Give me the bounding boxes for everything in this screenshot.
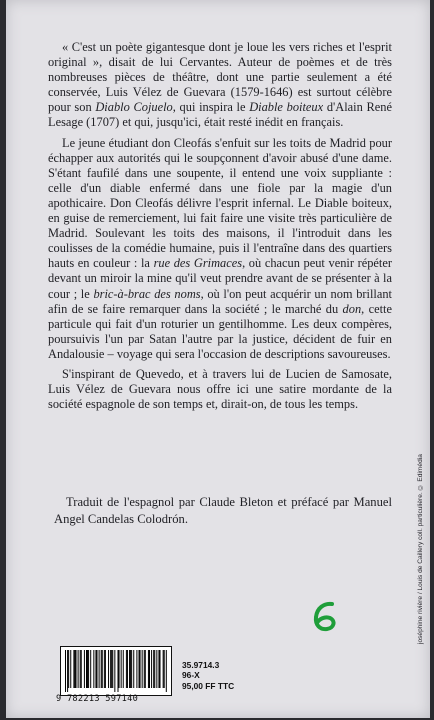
barcode-bar bbox=[153, 650, 154, 688]
translator-credit: Traduit de l'espagnol par Claude Bleton et préfacé par Manuel Angel Candelas Colodrón. bbox=[54, 495, 392, 526]
barcode-bar bbox=[123, 650, 124, 688]
barcode-bar bbox=[151, 650, 152, 688]
blurb-paragraph-1: « C'est un poète gigantesque dont je loue les vers riches et l'esprit original », disait de lui Cervantes. Auteur de poèmes et de très nombreuses pièces de théâtre, dont une partie seulement a été conservée, Luis Vélez de Guevara (1579-1646) est surtout célèbre pour son Diablo Cojuelo, qui inspira le Diable boiteux d'Alain René Lesage (1707) et qui, jusqu'ici, était resté inédit en français. bbox=[48, 40, 392, 130]
barcode-bar bbox=[87, 650, 88, 688]
barcode-bar bbox=[145, 650, 146, 688]
barcode-bar bbox=[73, 650, 74, 688]
book-back-cover bbox=[6, 0, 430, 718]
isbn-barcode bbox=[56, 646, 172, 706]
barcode-bar bbox=[118, 650, 119, 692]
barcode-bar bbox=[144, 650, 145, 688]
price-block bbox=[182, 660, 234, 691]
barcode-bar bbox=[139, 650, 140, 688]
barcode-bar bbox=[163, 650, 164, 688]
barcode-bar bbox=[121, 650, 122, 688]
barcode-bar bbox=[90, 650, 91, 688]
barcode-bar bbox=[101, 650, 102, 688]
barcode-bar bbox=[130, 650, 131, 688]
barcode-bar bbox=[119, 650, 120, 688]
barcode-bar bbox=[127, 650, 128, 688]
blurb-paragraph-2: Le jeune étudiant don Cleofás s'enfuit sur les toits de Madrid pour échapper aux autorités qui le soupçonnent d'avoir abusé d'une dame. S'étant faufilé dans une soupente, il entend une voix suppliante : celle d'un diable enfermé dans une fiole par la magie d'un apothicaire. Don Cleofás délivre l'esprit infernal. Le Diable boiteux, en guise de remerciement, lui fait faire une visite très particulière de Madrid. Soulevant les toits des maisons, il l'introduit dans les coulisses de la comédie humaine, puis il l'entraîne dans des quartiers hauts en couleur : la rue des Grimaces, où chacun peut venir répéter devant un miroir la mine qu'il veut prendre avant de se présenter à la cour ; le bric-à-brac des noms, où l'on peut acquérir un nom brillant afin de se faire remarquer dans la société ; le marché du don, cette particule qui fait d'un roturier un gentilhomme. Les deux compères, poursuivis l'un par Satan l'autre par la justice, décident de fuir en Andalousie – voyage qui sera l'occasion de descriptions savoureuses. bbox=[48, 135, 392, 361]
barcode-bar bbox=[142, 650, 143, 688]
barcode-bar bbox=[102, 650, 103, 688]
catalog-code: 35.9714.3 bbox=[182, 660, 220, 670]
back-cover-blurb bbox=[48, 40, 392, 417]
barcode-bar bbox=[111, 650, 112, 688]
barcode-bar bbox=[70, 650, 71, 688]
barcode-bar bbox=[156, 650, 157, 688]
barcode-digits: 9 782213 597140 bbox=[56, 694, 139, 704]
barcode-bar bbox=[105, 650, 106, 688]
barcode-bar bbox=[149, 650, 150, 688]
barcode-bar bbox=[80, 650, 81, 688]
book-title-french: Diable boiteux bbox=[249, 100, 324, 115]
barcode-bar bbox=[99, 650, 100, 688]
series-code: 96-X bbox=[182, 670, 200, 681]
barcode-bar bbox=[93, 650, 94, 688]
barcode-bar bbox=[84, 650, 85, 688]
barcode-bar bbox=[164, 650, 165, 688]
barcode-bar bbox=[97, 650, 98, 688]
barcode-bar bbox=[65, 650, 66, 692]
barcode-bar bbox=[74, 650, 75, 688]
barcode-bar bbox=[68, 650, 69, 688]
barcode-bar bbox=[112, 650, 113, 688]
barcode-bar bbox=[131, 650, 132, 688]
barcode-bar bbox=[81, 650, 82, 688]
barcode-bar bbox=[133, 650, 134, 688]
barcode-bar bbox=[148, 650, 149, 688]
blurb-paragraph-3: S'inspirant de Quevedo, et à travers lui de Lucien de Samosate, Luis Vélez de Guevara nous offre ici une satire mordante de la société espagnole de son temps et, dirait-on, de tous les temps. bbox=[48, 366, 392, 412]
book-title-spanish: Diablo Cojuelo bbox=[95, 100, 173, 115]
barcode-bar bbox=[76, 650, 77, 688]
handwritten-price-mark bbox=[308, 600, 344, 634]
barcode-bar bbox=[166, 650, 167, 692]
barcode-bar bbox=[78, 650, 79, 688]
barcode-bar bbox=[88, 650, 89, 688]
barcode-bar bbox=[104, 650, 105, 688]
barcode-box bbox=[60, 646, 172, 696]
barcode-bar bbox=[95, 650, 96, 688]
image-credit-vertical: joséphine rivière / Louis de Caillery coll. particulière. © Edimédia bbox=[417, 454, 424, 644]
barcode-bar bbox=[160, 650, 161, 688]
barcode-bars-icon bbox=[65, 650, 167, 692]
barcode-bar bbox=[114, 650, 115, 692]
barcode-bar bbox=[67, 650, 68, 692]
barcode-bar bbox=[154, 650, 155, 688]
price-label: 95,00 FF TTC bbox=[182, 680, 235, 691]
barcode-bar bbox=[158, 650, 159, 688]
barcode-bar bbox=[86, 650, 87, 688]
barcode-bar bbox=[126, 650, 127, 688]
barcode-bar bbox=[108, 650, 109, 688]
barcode-bar bbox=[140, 650, 141, 688]
barcode-bar bbox=[110, 650, 111, 688]
handwritten-six-icon bbox=[308, 600, 344, 634]
barcode-bar bbox=[136, 650, 137, 688]
barcode-bar bbox=[129, 650, 130, 688]
